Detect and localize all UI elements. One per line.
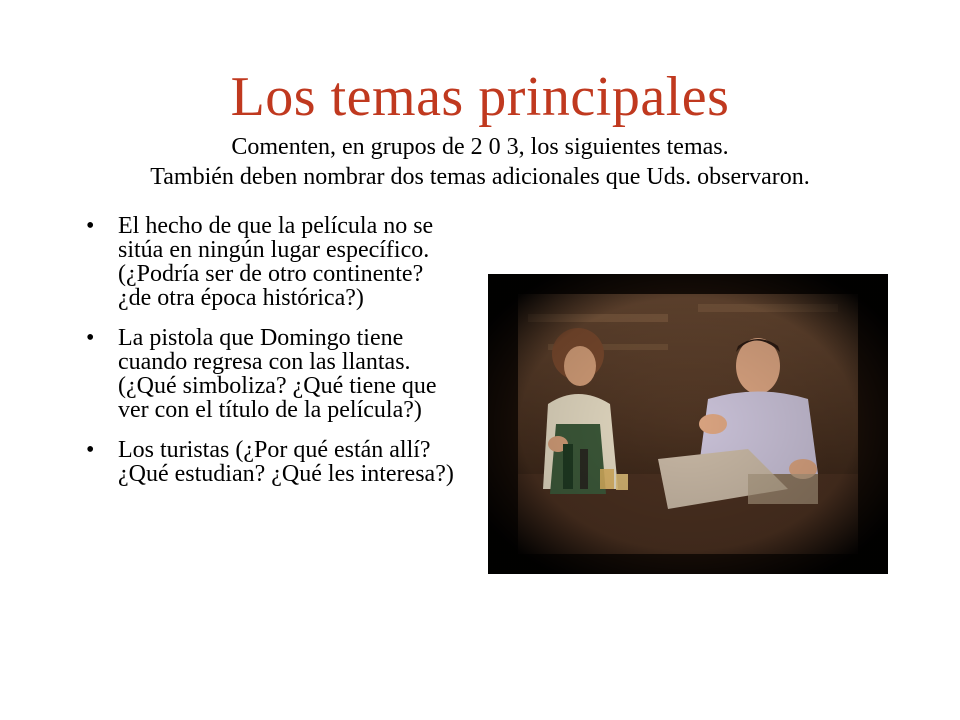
film-still-photo (488, 274, 888, 574)
bullet-dot: • (86, 437, 95, 463)
slide-title: Los temas principales (230, 66, 730, 128)
bullet-dot: • (86, 213, 95, 239)
bullet-item (86, 438, 456, 486)
film-still-illustration (488, 274, 888, 574)
bullet-item (86, 326, 456, 422)
subtitle-line-1: Comenten, en grupos de 2 0 3, los siguientes temas. (231, 134, 729, 160)
title-block (0, 66, 960, 192)
bullet-item (86, 214, 456, 310)
bullet-dot: • (86, 325, 95, 351)
bullet-list (86, 214, 456, 502)
bullet-text: La pistola que Domingo tiene cuando regresa con las llantas. (¿Qué simboliza? ¿Qué tiene que ver con el título de la película?) (118, 325, 437, 423)
bullet-text: Los turistas (¿Por qué están allí? ¿Qué estudian? ¿Qué les interesa?) (118, 437, 454, 487)
slide-subtitle (0, 132, 960, 192)
subtitle-line-2: También deben nombrar dos temas adicionales que Uds. observaron. (150, 164, 810, 190)
bullet-text: El hecho de que la película no se sitúa en ningún lugar específico. (¿Podría ser de otro continente? ¿de otra época histórica?) (118, 213, 434, 311)
